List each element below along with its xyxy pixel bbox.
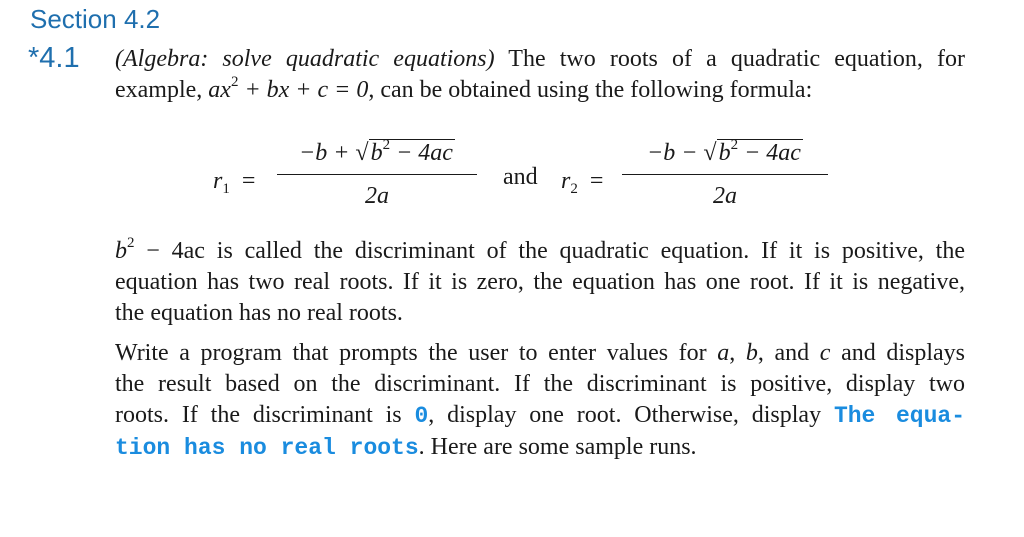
exercise-number: *4.1 bbox=[28, 42, 80, 74]
fraction-bar-r2 bbox=[622, 174, 828, 175]
discriminant-line-3: the equation has no real roots. bbox=[115, 300, 403, 326]
intro-line-2 bbox=[115, 75, 965, 106]
section-title: Section 4.2 bbox=[30, 4, 161, 34]
denominator-r1: 2a bbox=[365, 183, 389, 209]
sqrt-r2: $√b^2 - 4ac$ bbox=[703, 137, 801, 166]
discriminant-line-1: $b^2 - 4ac$ is called the discriminant of the quadratic equation. If it is positive, the bbox=[115, 235, 965, 264]
fraction-r2 bbox=[622, 137, 828, 210]
discriminant-paragraph bbox=[115, 236, 965, 329]
quadratic-equation: $ax^2$ + bx + c = 0 bbox=[208, 74, 369, 103]
code-no-real-roots-part2: tion has no real roots bbox=[115, 435, 419, 461]
intro-text-3: , can be obtained using the following formula: bbox=[368, 77, 813, 103]
task-line-4: tion has no real roots. Here are some sample runs. bbox=[115, 434, 697, 461]
task-line-3: roots. If the discriminant is 0, display one root. Otherwise, display The equa- bbox=[115, 402, 965, 429]
exercise-title: (Algebra: solve quadratic equations) bbox=[115, 46, 495, 72]
intro-text-2: example, bbox=[115, 77, 209, 103]
exercise-intro bbox=[115, 44, 965, 106]
task-line-1: Write a program that prompts the user to enter values for a, b, and c and displays bbox=[115, 340, 966, 366]
task-line-2: the result based on the discriminant. If the discriminant is positive, display two bbox=[115, 371, 965, 397]
denominator-r2: 2a bbox=[713, 183, 737, 209]
code-no-real-roots-part1: The equa- bbox=[833, 403, 965, 429]
intro-text-1: The two roots of a quadratic equation, for bbox=[494, 46, 966, 72]
r2-label: $r_2$ = bbox=[561, 168, 604, 197]
fraction-r1 bbox=[277, 137, 477, 210]
code-zero: 0 bbox=[414, 403, 429, 429]
and-word: and bbox=[503, 164, 538, 190]
numerator-r1: $-b + √b^2 - 4ac$ bbox=[299, 137, 453, 166]
intro-line-1 bbox=[115, 44, 965, 75]
task-paragraph bbox=[115, 338, 965, 464]
r1-label: $r_1$ = bbox=[213, 168, 256, 197]
root-formula bbox=[0, 137, 1024, 220]
fraction-bar-r1 bbox=[277, 174, 477, 175]
numerator-r2: $-b - √b^2 - 4ac$ bbox=[647, 137, 801, 166]
discriminant-line-2: equation has two real roots. If it is zero, the equation has one root. If it is negative, bbox=[115, 269, 965, 295]
sqrt-r1: $√b^2 - 4ac$ bbox=[355, 137, 453, 166]
